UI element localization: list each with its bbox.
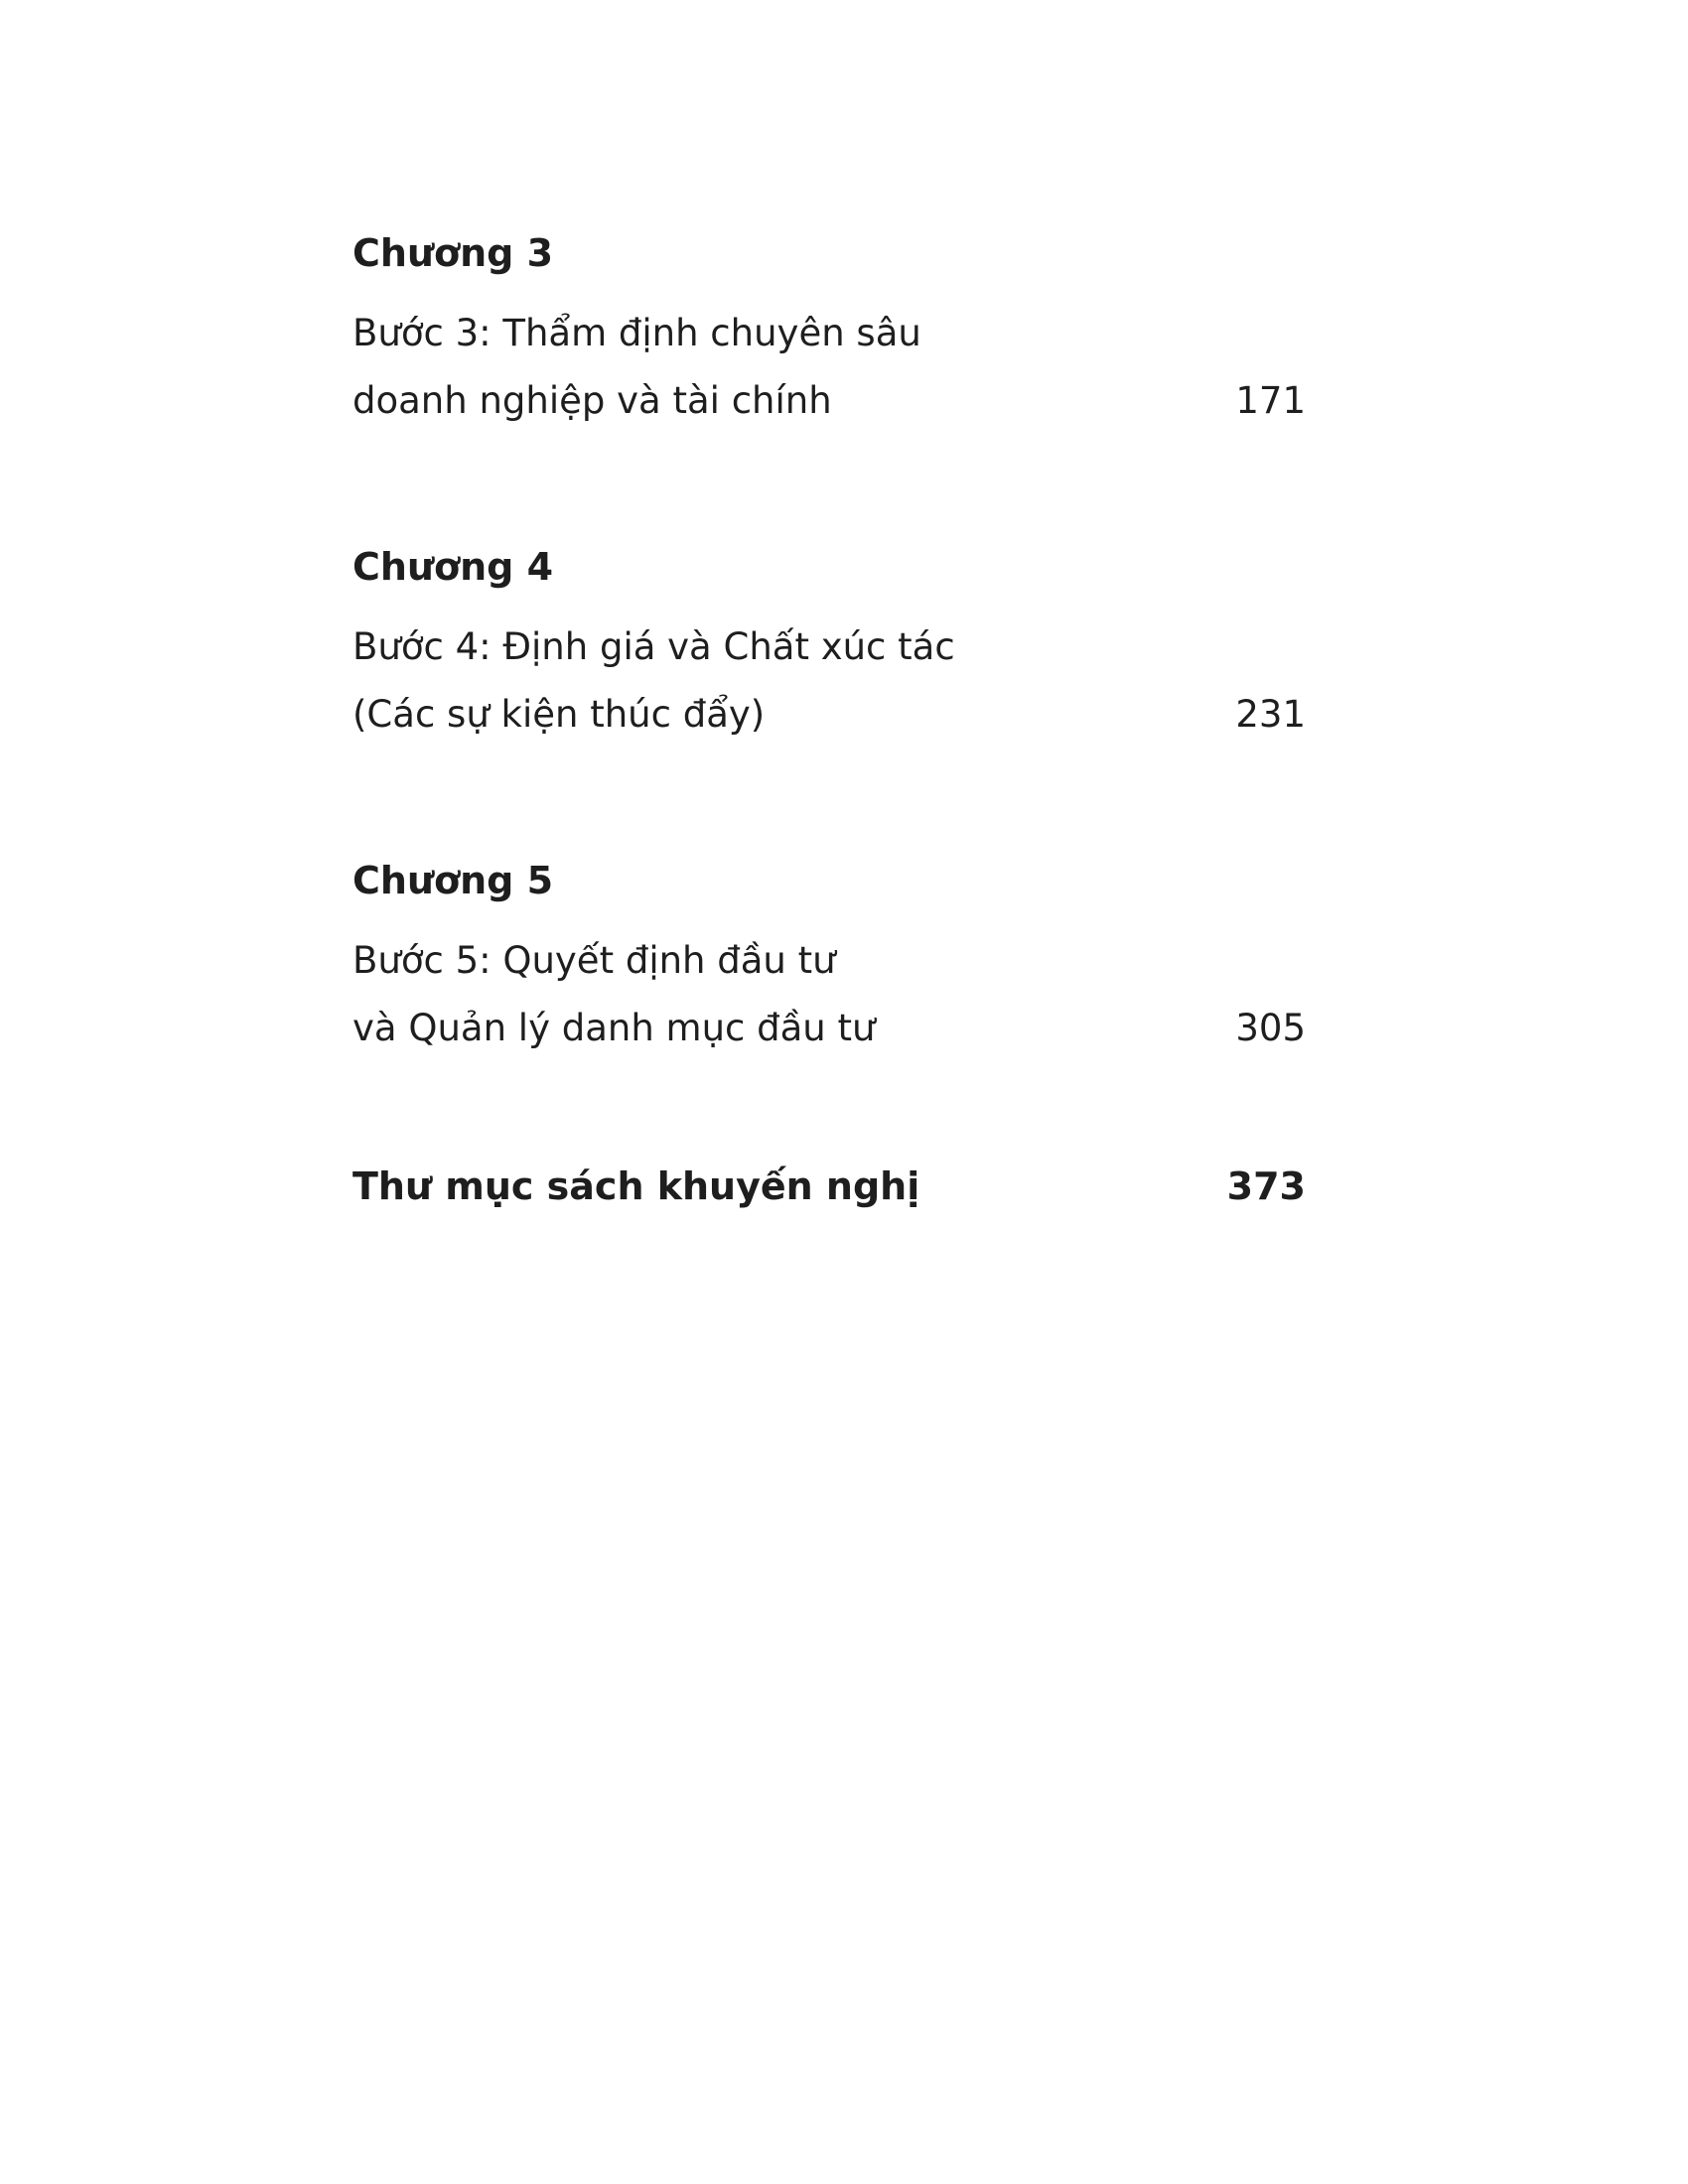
chapter-title-line-1 [352, 927, 1306, 995]
toc-chapter-5 [352, 856, 1306, 1062]
chapter-title-text: Bước 3: Thẩm định chuyên sâu [352, 312, 921, 354]
page-number: 231 [1235, 693, 1306, 736]
chapter-label: Chương 3 [352, 231, 554, 275]
chapter-title-text: Bước 4: Định giá và Chất xúc tác [352, 625, 955, 668]
chapter-label: Chương 4 [352, 545, 554, 589]
chapter-title-line-1 [352, 614, 1306, 681]
chapter-title-line-2 [352, 681, 1306, 749]
chapter-title-text: và Quản lý danh mục đầu tư [352, 1007, 876, 1049]
chapter-title-text: (Các sự kiện thúc đẩy) [352, 693, 766, 736]
chapter-label: Chương 5 [352, 859, 554, 902]
chapter-title-line-2 [352, 367, 1306, 435]
chapter-title-text: Bước 5: Quyết định đầu tư [352, 939, 836, 982]
page-number: 171 [1235, 379, 1306, 422]
toc-chapter-4 [352, 542, 1306, 749]
page-number: 305 [1235, 1007, 1306, 1049]
table-of-contents [352, 228, 1306, 1211]
page-number: 373 [1226, 1164, 1306, 1208]
chapter-title-line-2 [352, 995, 1306, 1062]
chapter-title-line-1 [352, 300, 1306, 367]
toc-bibliography [352, 1161, 1306, 1211]
bibliography-title: Thư mục sách khuyến nghị [352, 1164, 920, 1208]
toc-chapter-3 [352, 228, 1306, 435]
chapter-title-text: doanh nghiệp và tài chính [352, 379, 832, 422]
